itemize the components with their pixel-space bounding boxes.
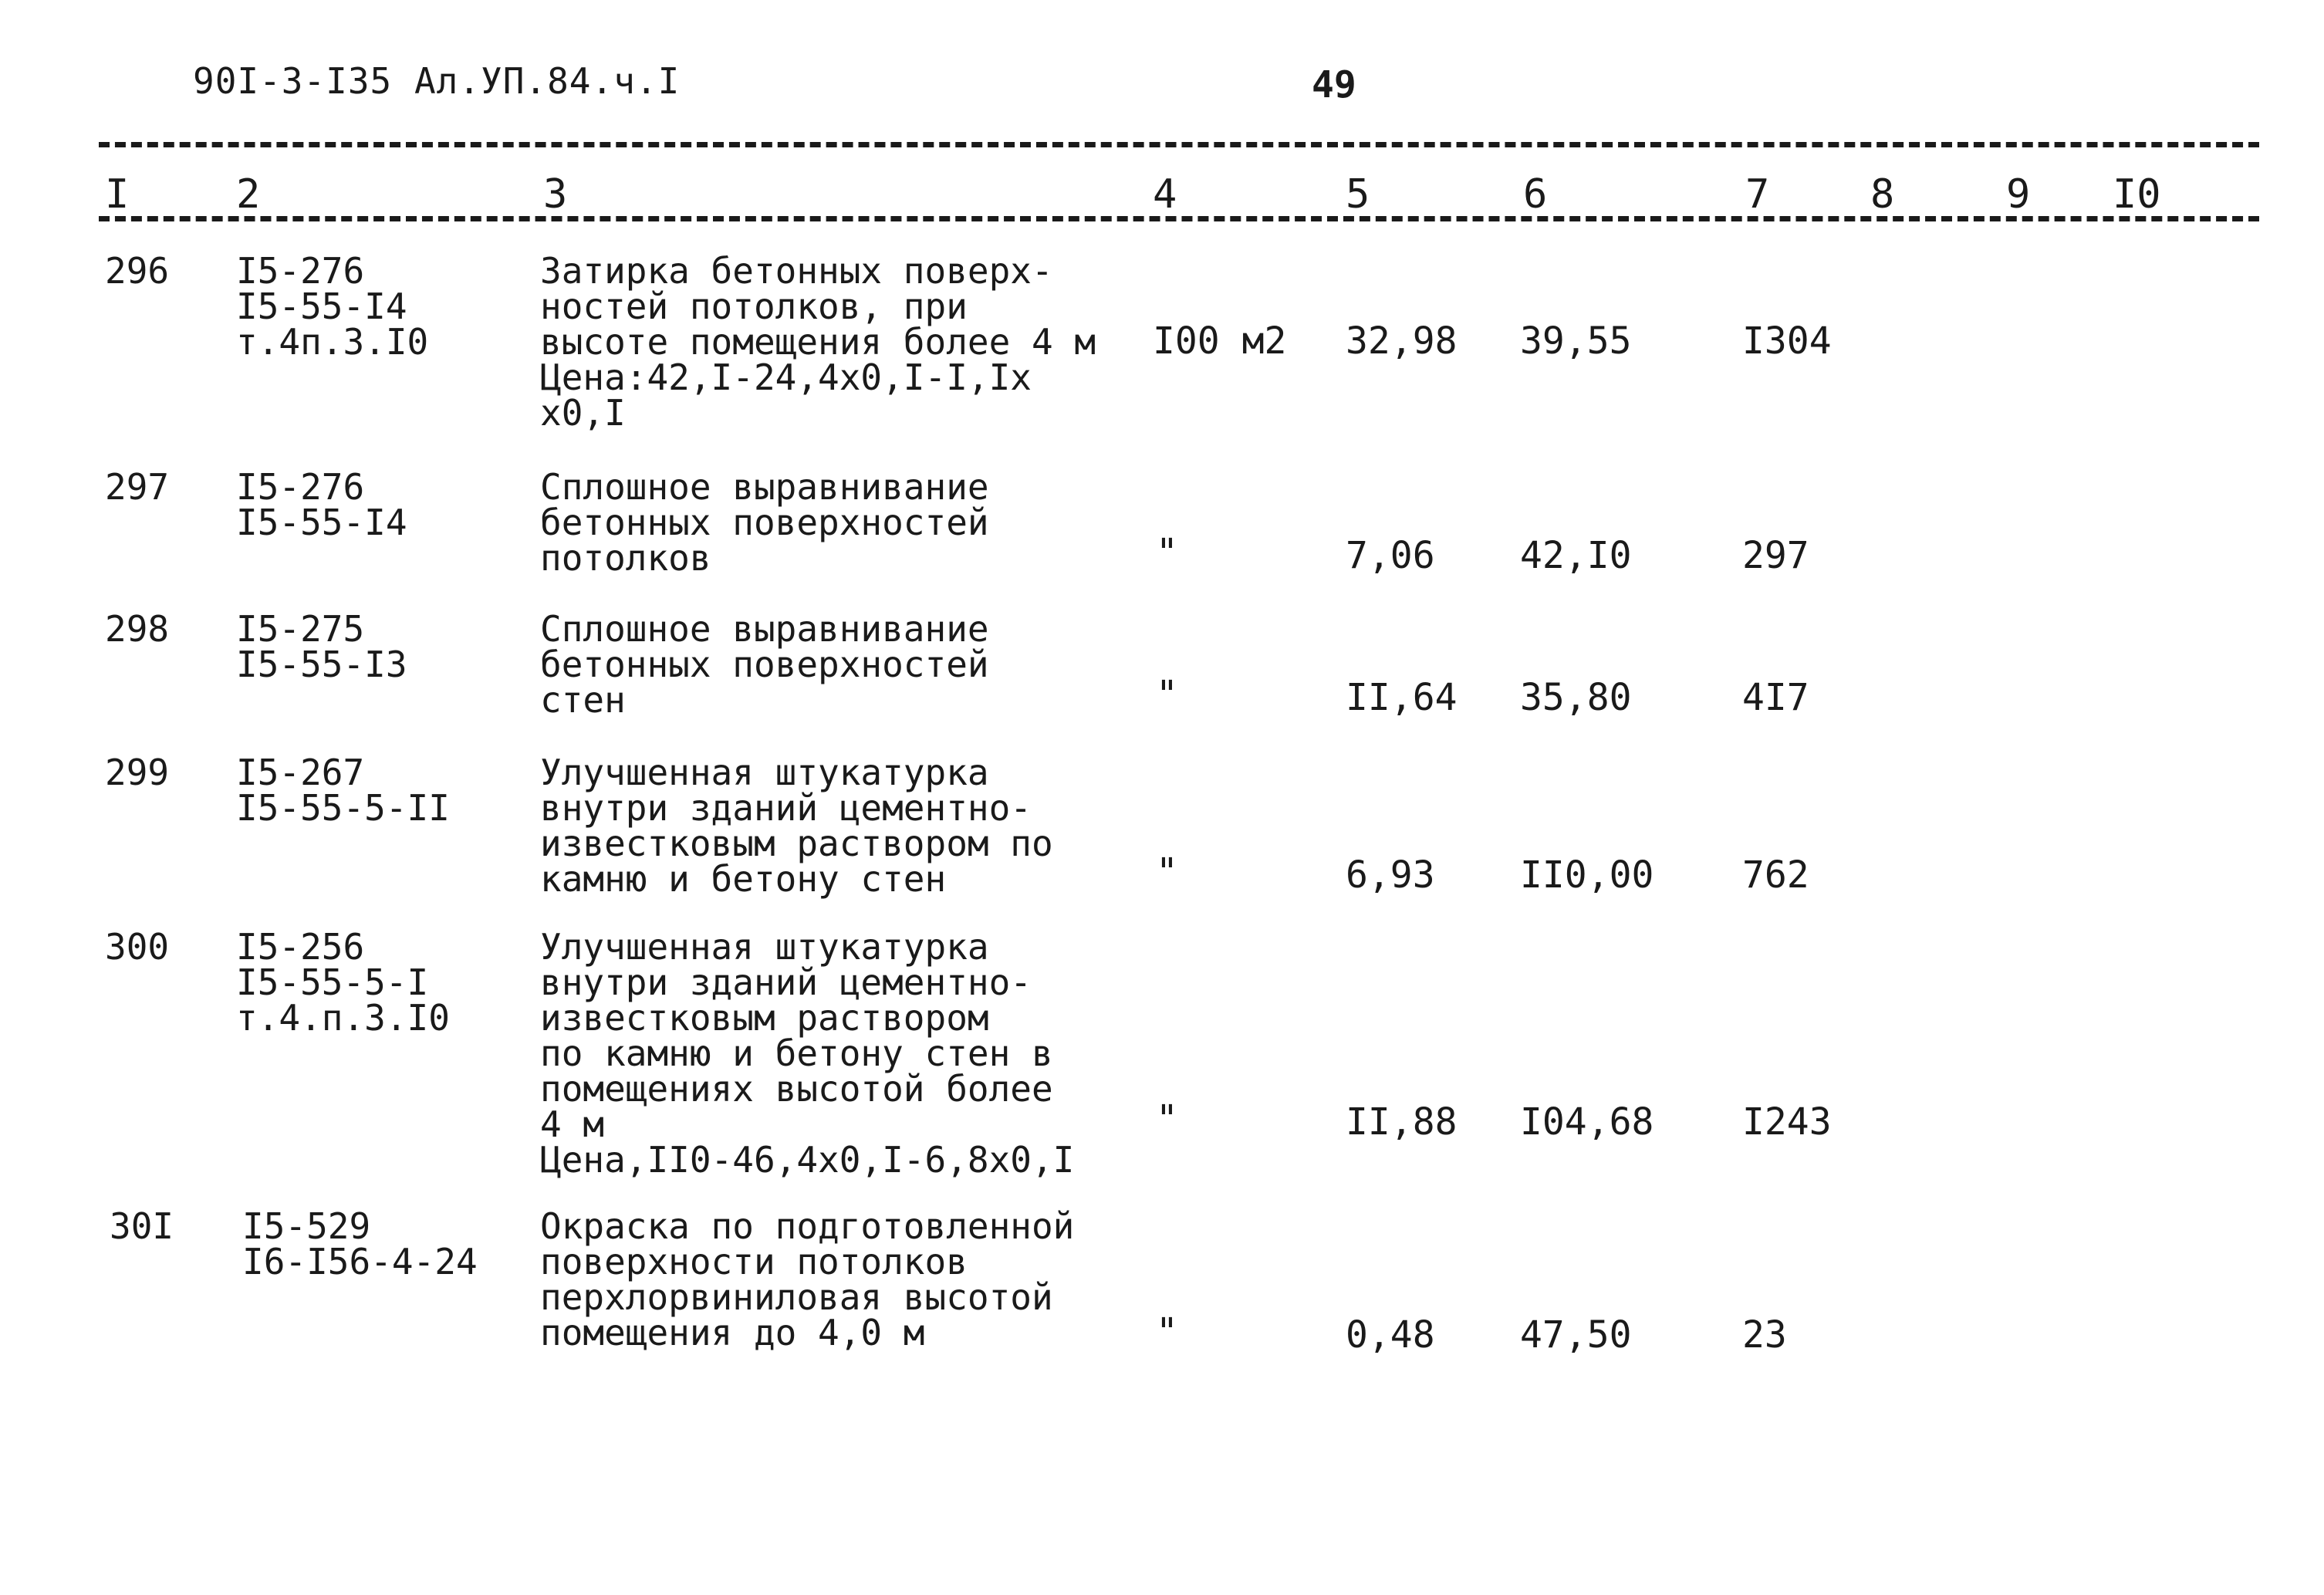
column-header-9: 9 [2006, 171, 2031, 218]
row-number: 299 [105, 752, 170, 793]
row-quantity: 7,06 [1346, 534, 1435, 577]
code-line: I5-55-I3 [236, 644, 407, 685]
row-unit: " [1156, 850, 1178, 894]
row-total: 297 [1742, 534, 1809, 577]
row-description [540, 752, 1053, 900]
row-unit: I00 м2 [1153, 319, 1287, 363]
description-line: известковым раствором по [540, 823, 1053, 864]
column-header-6: 6 [1523, 171, 1548, 218]
row-number: 298 [105, 608, 170, 650]
description-line: потолков [540, 537, 711, 579]
row-unit: " [1156, 673, 1178, 716]
description-line: Цена,II0-46,4х0,I-6,8х0,I [540, 1139, 1075, 1181]
row-codes [242, 1205, 478, 1282]
row-unit-price: 39,55 [1520, 319, 1632, 363]
row-total: 4I7 [1742, 676, 1809, 719]
row-unit-price: 35,80 [1520, 676, 1632, 719]
description-line: стен [540, 679, 626, 721]
description-line: бетонных поверхностей [540, 644, 989, 685]
code-line: I5-55-I4 [236, 286, 407, 327]
description-line: внутри зданий цементно- [540, 961, 1032, 1003]
description-line: по камню и бетону стен в [540, 1032, 1053, 1074]
description-line: высоте помещения более 4 м [540, 321, 1096, 363]
code-line: т.4.п.3.I0 [236, 997, 450, 1039]
description-line: помещения до 4,0 м [540, 1312, 925, 1353]
page-number: 49 [1312, 63, 1356, 106]
description-line: помещениях высотой более [540, 1068, 1053, 1110]
header-rule-bottom [99, 216, 2259, 221]
row-unit: " [1156, 1310, 1178, 1353]
description-line: Сплошное выравнивание [540, 466, 989, 508]
row-codes [236, 752, 450, 829]
description-line: Сплошное выравнивание [540, 608, 989, 650]
column-header-8: 8 [1870, 171, 1895, 218]
column-header-4: 4 [1153, 171, 1177, 218]
code-line: I5-276 [236, 250, 365, 292]
column-header-7: 7 [1745, 171, 1770, 218]
column-header-5: 5 [1346, 171, 1370, 218]
description-line: Окраска по подготовленной [540, 1205, 1075, 1247]
row-number: 297 [105, 466, 170, 508]
row-codes [236, 608, 407, 685]
row-unit-price: 47,50 [1520, 1313, 1632, 1357]
header-rule-top [99, 142, 2259, 147]
description-line: Цена:42,I-24,4х0,I-I,Iх [540, 357, 1032, 398]
description-line: Затирка бетонных поверх- [540, 250, 1053, 292]
row-unit-price: II0,00 [1520, 853, 1654, 897]
description-line: ностей потолков, при [540, 286, 968, 327]
row-quantity: 0,48 [1346, 1313, 1435, 1357]
row-unit-price: I04,68 [1520, 1100, 1654, 1144]
column-header-3: 3 [543, 171, 568, 218]
row-total: I243 [1742, 1100, 1832, 1144]
code-line: I5-55-5-II [236, 787, 450, 829]
row-description [540, 1205, 1075, 1353]
description-line: известковым раствором [540, 997, 989, 1039]
row-total: I304 [1742, 319, 1832, 363]
row-quantity: 6,93 [1346, 853, 1435, 897]
row-codes [236, 466, 407, 543]
description-line: перхлорвиниловая высотой [540, 1276, 1053, 1318]
description-line: 4 м [540, 1103, 605, 1145]
row-quantity: 32,98 [1346, 319, 1458, 363]
column-header-1: I [105, 171, 130, 218]
row-number: 296 [105, 250, 170, 292]
code-line: I5-276 [236, 466, 365, 508]
description-line: поверхности потолков [540, 1241, 968, 1282]
row-unit-price: 42,I0 [1520, 534, 1632, 577]
code-line: I5-55-I4 [236, 502, 407, 543]
description-line: х0,I [540, 392, 626, 434]
row-quantity: II,64 [1346, 676, 1458, 719]
row-total: 762 [1742, 853, 1809, 897]
description-line: камню и бетону стен [540, 858, 947, 900]
document-code: 90I-3-I35 Ал.УП.84.ч.I [193, 60, 681, 102]
column-header-10: I0 [2113, 171, 2161, 218]
row-total: 23 [1742, 1313, 1787, 1357]
row-unit: " [1156, 1097, 1178, 1140]
row-description [540, 250, 1096, 434]
code-line: I5-275 [236, 608, 365, 650]
code-line: т.4п.3.I0 [236, 321, 429, 363]
code-line: I5-256 [236, 926, 365, 968]
row-number: 300 [105, 926, 170, 968]
description-line: бетонных поверхностей [540, 502, 989, 543]
code-line: I5-267 [236, 752, 365, 793]
row-description [540, 466, 989, 579]
description-line: Улучшенная штукатурка [540, 926, 989, 968]
code-line: I6-I56-4-24 [242, 1241, 478, 1282]
description-line: Улучшенная штукатурка [540, 752, 989, 793]
row-quantity: II,88 [1346, 1100, 1458, 1144]
row-codes [236, 926, 450, 1039]
row-description [540, 926, 1075, 1181]
description-line: внутри зданий цементно- [540, 787, 1032, 829]
code-line: I5-529 [242, 1205, 371, 1247]
row-number: 30I [110, 1205, 174, 1247]
row-description [540, 608, 989, 721]
row-codes [236, 250, 429, 363]
row-unit: " [1156, 531, 1178, 574]
code-line: I5-55-5-I [236, 961, 429, 1003]
column-header-2: 2 [236, 171, 261, 218]
